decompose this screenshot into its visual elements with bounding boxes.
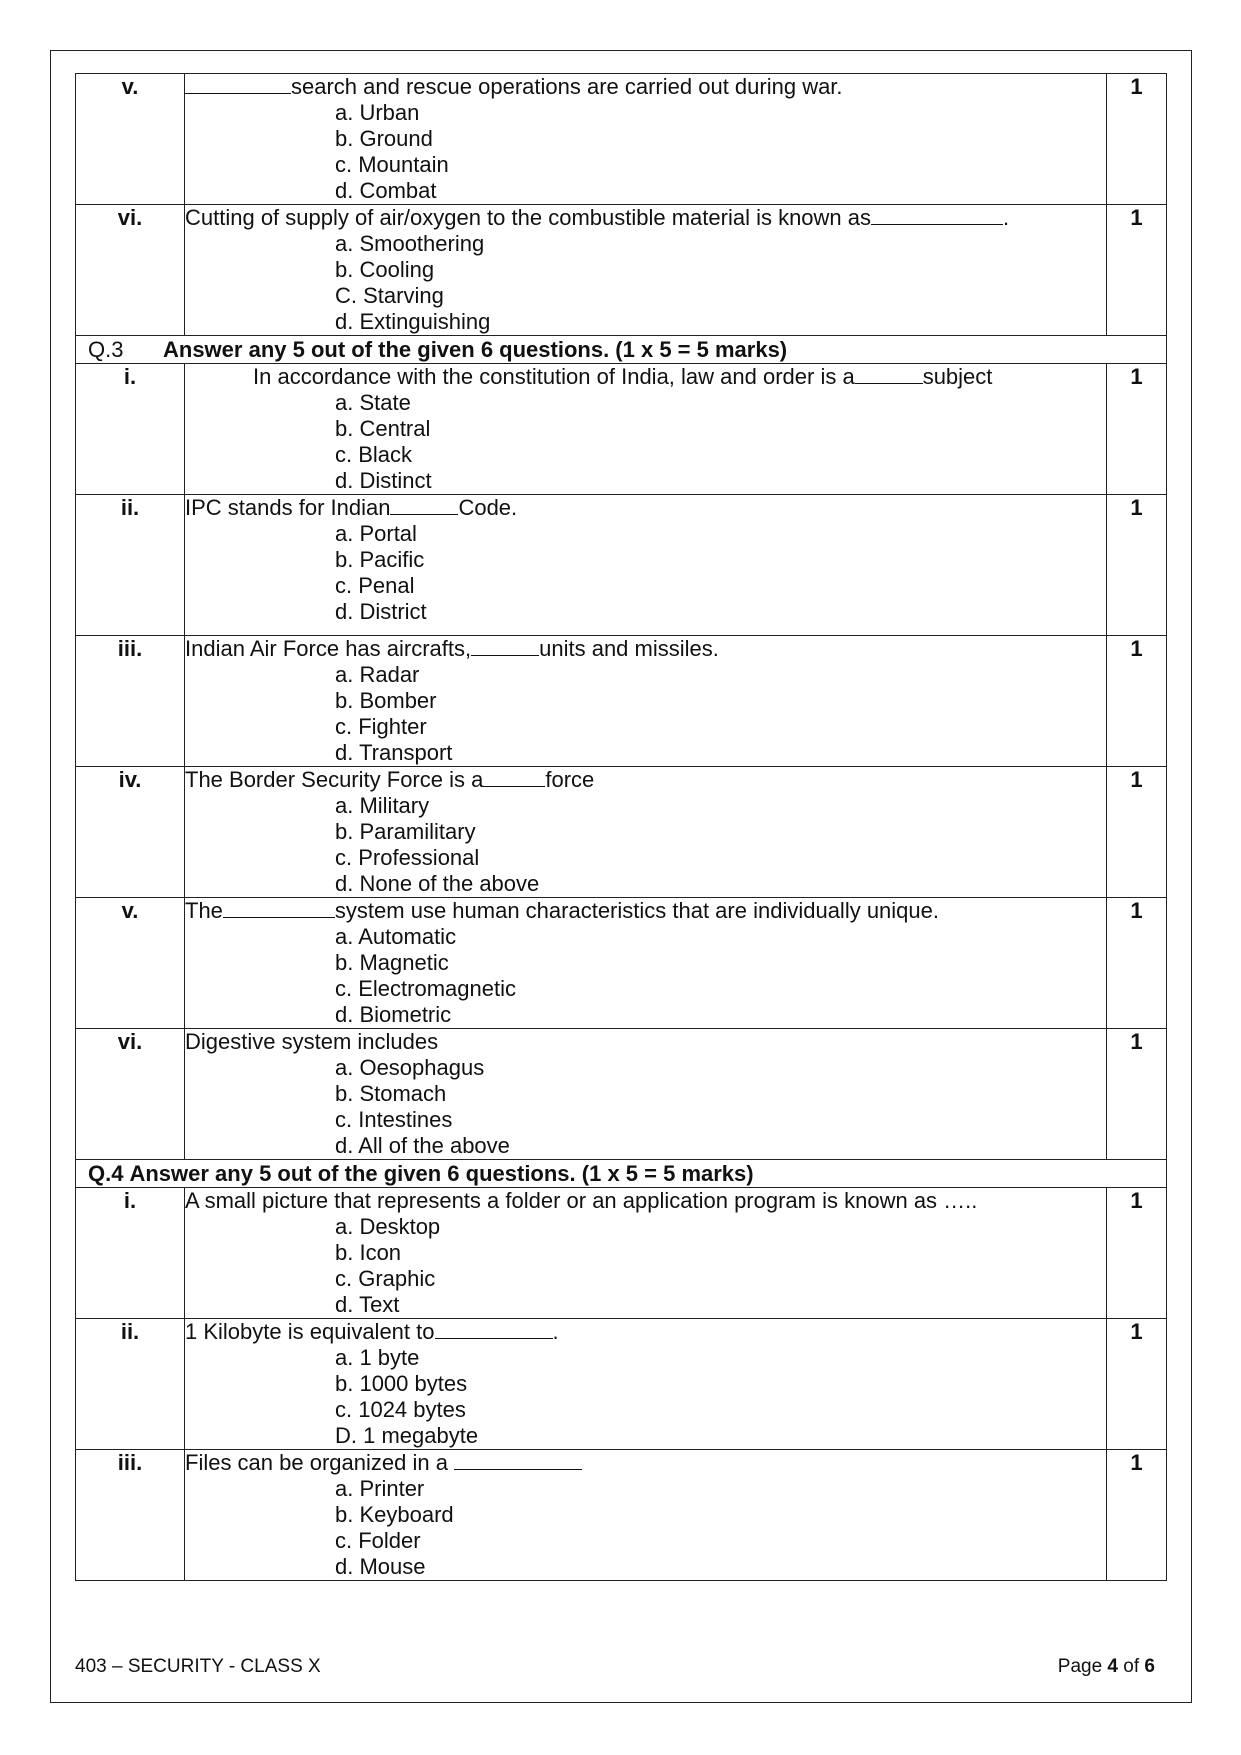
fill-in-blank bbox=[471, 637, 539, 656]
section-title: Answer any 5 out of the given 6 questions. (1 x 5 = 5 marks) bbox=[163, 337, 788, 362]
question-text-before: Indian Air Force has aircrafts, bbox=[185, 636, 472, 661]
question-text bbox=[185, 1450, 1106, 1476]
question-text-after: search and rescue operations are carried out during war. bbox=[291, 74, 843, 99]
option-item: b. Pacific bbox=[335, 547, 425, 572]
question-number: i. bbox=[76, 364, 185, 495]
question-body bbox=[185, 1319, 1107, 1450]
question-marks: 1 bbox=[1107, 364, 1167, 495]
option-item: d. Extinguishing bbox=[335, 309, 491, 334]
option-item: d. Text bbox=[335, 1292, 400, 1317]
question-text-after: force bbox=[545, 767, 595, 792]
section-header-row bbox=[76, 336, 1167, 364]
question-text-after: units and missiles. bbox=[539, 636, 719, 661]
option-item: c. Mountain bbox=[335, 152, 449, 177]
option-item: d. Mouse bbox=[335, 1554, 426, 1579]
question-text-before: Cutting of supply of air/oxygen to the combustible material is known as bbox=[185, 205, 872, 230]
question-marks: 1 bbox=[1107, 205, 1167, 336]
question-text bbox=[185, 767, 1106, 793]
question-text-before: A small picture that represents a folder or an application program is known as ….. bbox=[185, 1188, 978, 1213]
question-marks: 1 bbox=[1107, 1029, 1167, 1160]
section-title: Answer any 5 out of the given 6 questions. (1 x 5 = 5 marks) bbox=[129, 1161, 754, 1186]
option-item: b. Cooling bbox=[335, 257, 435, 282]
footer-page-total: 6 bbox=[1144, 1656, 1155, 1677]
options-list bbox=[185, 231, 1106, 335]
question-text-after: subject bbox=[922, 364, 993, 389]
option-item: a. Oesophagus bbox=[335, 1055, 485, 1080]
fill-in-blank bbox=[855, 365, 923, 384]
question-text-before: IPC stands for Indian bbox=[185, 495, 391, 520]
options-list bbox=[185, 924, 1106, 1028]
option-item: b. Icon bbox=[335, 1240, 402, 1265]
options-list bbox=[185, 1214, 1106, 1318]
fill-in-blank bbox=[185, 75, 291, 94]
options-list bbox=[185, 1055, 1106, 1159]
option-item: a. Desktop bbox=[335, 1214, 441, 1239]
options-list bbox=[185, 793, 1106, 897]
question-text bbox=[185, 1319, 1106, 1345]
question-row bbox=[76, 364, 1167, 495]
section-header-row bbox=[76, 1160, 1167, 1188]
question-body bbox=[185, 1029, 1107, 1160]
question-text-before: The Border Security Force is a bbox=[185, 767, 484, 792]
question-text bbox=[185, 636, 1106, 662]
option-item: b. 1000 bytes bbox=[335, 1371, 468, 1396]
question-text-before: Digestive system includes bbox=[185, 1029, 439, 1054]
option-item: b. Bomber bbox=[335, 688, 437, 713]
question-text-before: Files can be organized in a bbox=[185, 1450, 455, 1475]
fill-in-blank bbox=[223, 899, 335, 918]
option-item: c. Graphic bbox=[335, 1266, 436, 1291]
question-text-before: In accordance with the constitution of India, law and order is a bbox=[253, 364, 855, 389]
question-number: v. bbox=[76, 74, 185, 205]
question-body bbox=[185, 364, 1107, 495]
option-item: c. Intestines bbox=[335, 1107, 453, 1132]
section-header bbox=[76, 1160, 1167, 1188]
option-item: b. Central bbox=[335, 416, 431, 441]
question-number: ii. bbox=[76, 495, 185, 636]
question-marks: 1 bbox=[1107, 898, 1167, 1029]
question-body bbox=[185, 1450, 1107, 1581]
option-item: a. Urban bbox=[335, 100, 420, 125]
option-item: c. Electromagnetic bbox=[335, 976, 516, 1001]
option-item: d. None of the above bbox=[335, 871, 540, 896]
option-item: D. 1 megabyte bbox=[335, 1423, 479, 1448]
option-item: b. Ground bbox=[335, 126, 433, 151]
option-item: a. State bbox=[335, 390, 411, 415]
question-row bbox=[76, 74, 1167, 205]
option-item: d. All of the above bbox=[335, 1133, 510, 1158]
footer-page-number bbox=[1058, 1656, 1155, 1678]
option-item: a. 1 byte bbox=[335, 1345, 420, 1370]
question-table-body bbox=[76, 74, 1167, 1581]
question-text-after: Code. bbox=[458, 495, 518, 520]
question-row bbox=[76, 205, 1167, 336]
question-text bbox=[185, 74, 1106, 100]
option-item: b. Keyboard bbox=[335, 1502, 454, 1527]
question-marks: 1 bbox=[1107, 74, 1167, 205]
question-marks: 1 bbox=[1107, 636, 1167, 767]
question-row bbox=[76, 636, 1167, 767]
question-body bbox=[185, 767, 1107, 898]
options-list bbox=[185, 521, 1106, 625]
footer-page-word: Page bbox=[1057, 1656, 1103, 1677]
question-text-after: system use human characteristics that are individually unique. bbox=[334, 898, 939, 923]
question-row bbox=[76, 495, 1167, 636]
question-row bbox=[76, 1450, 1167, 1581]
question-marks: 1 bbox=[1107, 767, 1167, 898]
question-number: iv. bbox=[76, 767, 185, 898]
question-number: ii. bbox=[76, 1319, 185, 1450]
question-number: v. bbox=[76, 898, 185, 1029]
question-text-after: . bbox=[1003, 205, 1010, 230]
fill-in-blank bbox=[871, 206, 1003, 225]
question-body bbox=[185, 1188, 1107, 1319]
question-text-before: The bbox=[185, 898, 223, 923]
question-number: i. bbox=[76, 1188, 185, 1319]
option-item: d. District bbox=[335, 599, 427, 624]
question-number: vi. bbox=[76, 1029, 185, 1160]
question-text bbox=[185, 898, 1106, 924]
option-item: C. Starving bbox=[335, 283, 444, 308]
option-item: c. Folder bbox=[335, 1528, 421, 1553]
question-table bbox=[75, 73, 1167, 1581]
option-item: d. Transport bbox=[335, 740, 453, 765]
section-header bbox=[76, 336, 1167, 364]
question-marks: 1 bbox=[1107, 1319, 1167, 1450]
question-number: iii. bbox=[76, 1450, 185, 1581]
footer-page-current: 4 bbox=[1107, 1656, 1118, 1677]
section-label: Q.3 bbox=[88, 337, 124, 362]
question-text bbox=[185, 364, 1106, 390]
question-number: vi. bbox=[76, 205, 185, 336]
options-list bbox=[185, 390, 1106, 494]
options-list bbox=[185, 100, 1106, 204]
fill-in-blank bbox=[454, 1451, 582, 1470]
option-item: c. Fighter bbox=[335, 714, 427, 739]
question-text-after: . bbox=[552, 1319, 559, 1344]
question-text bbox=[185, 205, 1106, 231]
option-item: a. Automatic bbox=[335, 924, 457, 949]
question-body bbox=[185, 205, 1107, 336]
option-item: b. Stomach bbox=[335, 1081, 447, 1106]
question-row bbox=[76, 898, 1167, 1029]
question-row bbox=[76, 1319, 1167, 1450]
option-item: c. Penal bbox=[335, 573, 415, 598]
option-item: d. Combat bbox=[335, 178, 437, 203]
option-item: a. Radar bbox=[335, 662, 420, 687]
question-marks: 1 bbox=[1107, 495, 1167, 636]
question-text bbox=[185, 1029, 1106, 1055]
question-text-before: 1 Kilobyte is equivalent to bbox=[185, 1319, 435, 1344]
option-item: c. Professional bbox=[335, 845, 480, 870]
question-number: iii. bbox=[76, 636, 185, 767]
footer-page-of: of bbox=[1123, 1656, 1140, 1677]
question-text bbox=[185, 495, 1106, 521]
option-item: c. 1024 bytes bbox=[335, 1397, 466, 1422]
options-list bbox=[185, 662, 1106, 766]
question-body bbox=[185, 495, 1107, 636]
fill-in-blank bbox=[435, 1320, 553, 1339]
question-marks: 1 bbox=[1107, 1188, 1167, 1319]
question-row bbox=[76, 1188, 1167, 1319]
question-body bbox=[185, 898, 1107, 1029]
options-list bbox=[185, 1345, 1106, 1449]
question-row bbox=[76, 767, 1167, 898]
fill-in-blank bbox=[483, 768, 545, 787]
footer-subject: 403 – SECURITY - CLASS X bbox=[75, 1656, 321, 1677]
option-item: a. Portal bbox=[335, 521, 417, 546]
question-body bbox=[185, 636, 1107, 767]
question-text bbox=[185, 1188, 1106, 1214]
question-marks: 1 bbox=[1107, 1450, 1167, 1581]
options-list bbox=[185, 1476, 1106, 1580]
option-item: b. Magnetic bbox=[335, 950, 449, 975]
option-item: d. Biometric bbox=[335, 1002, 452, 1027]
section-label: Q.4 bbox=[88, 1161, 124, 1186]
option-item: a. Military bbox=[335, 793, 430, 818]
option-item: d. Distinct bbox=[335, 468, 432, 493]
question-row bbox=[76, 1029, 1167, 1160]
option-item: a. Printer bbox=[335, 1476, 425, 1501]
question-body bbox=[185, 74, 1107, 205]
fill-in-blank bbox=[390, 496, 458, 515]
option-item: c. Black bbox=[335, 442, 413, 467]
option-item: b. Paramilitary bbox=[335, 819, 476, 844]
option-item: a. Smoothering bbox=[335, 231, 485, 256]
